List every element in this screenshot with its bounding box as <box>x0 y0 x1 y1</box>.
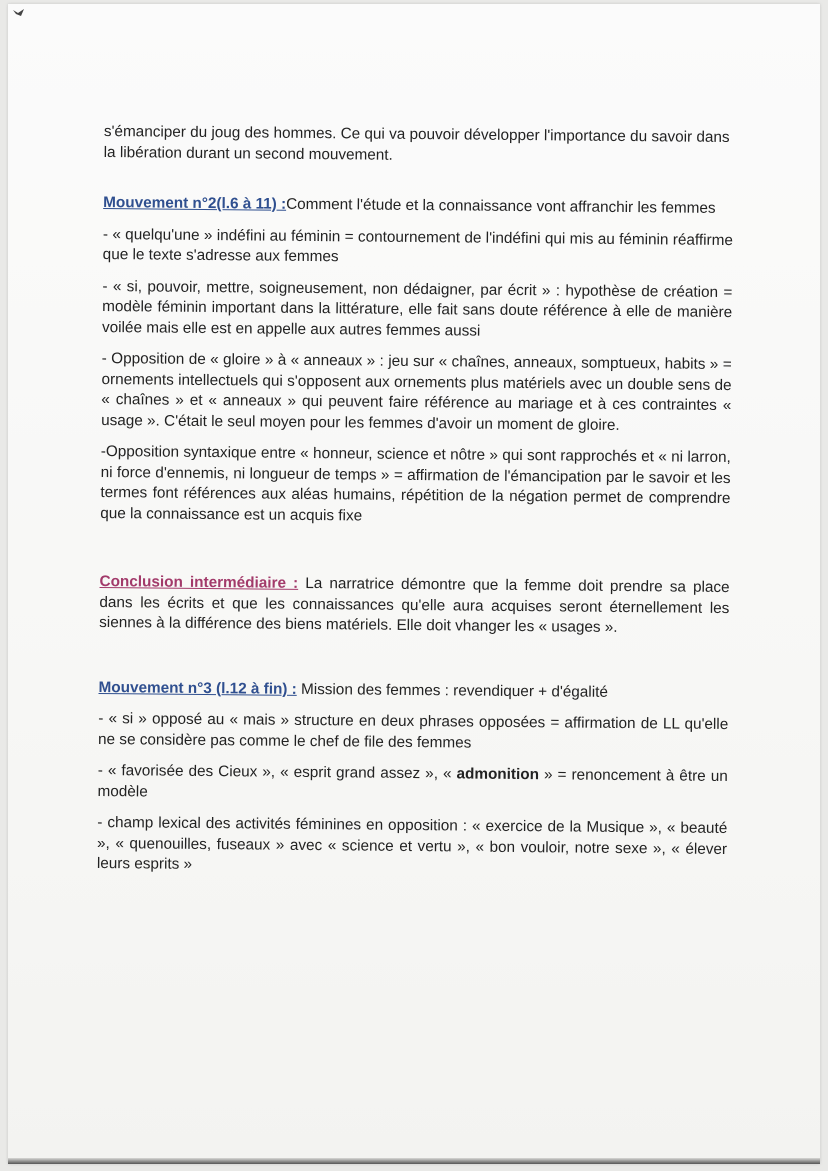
mouvement-2-point-4: -Opposition syntaxique entre « honneur, science et nôtre » qui sont rapprochés et « ni larron, ni force d'ennemis, ni longueur de temps » = affirmation de l'émancipation par le savoir et les termes font références aux aléas humains, répétition de la négation permet de comprendre que la connaissance est un acquis fixe <box>100 442 731 524</box>
mouvement-3-header <box>98 677 728 704</box>
conclusion-text: La narratrice démontre que la femme doit prendre sa place dans les écrits et que les connaissances qu'elle aura acquises seront éternellement les siennes à la différence des biens matériels. Elle doit vhanger les « usages ». <box>99 574 730 636</box>
conclusion-section <box>99 572 730 640</box>
mouvement-3-section <box>97 677 729 880</box>
intro-paragraph: s'émanciper du joug des hommes. Ce qui va pouvoir développer l'importance du savoir dans la libération durant un second mouvement. <box>103 122 730 164</box>
mouvement-2-subtitle: Comment l'étude et la connaissance vont affranchir les femmes <box>286 195 716 217</box>
mouvement-2-header <box>103 193 733 220</box>
mouvement-3-point-2-start: - « favorisée des Cieux », « esprit grand assez », « <box>97 761 457 783</box>
mouvement-2-point-1: - « quelqu'une » indéfini au féminin = contournement de l'indéfini qui mis au féminin réaffirme que le texte s'adresse aux femmes <box>102 225 733 266</box>
mouvement-3-subtitle: Mission des femmes : revendiquer + d'égalité <box>300 680 608 701</box>
page-bottom-edge <box>8 1158 820 1164</box>
corner-mark-icon <box>12 8 26 22</box>
conclusion-heading: Conclusion intermédiaire : <box>99 572 299 592</box>
mouvement-2-heading: Mouvement n°2(l.6 à 11) : <box>103 193 287 213</box>
mouvement-3-point-2 <box>97 761 727 808</box>
mouvement-3-heading: Mouvement n°3 (l.12 à fin) : <box>98 678 297 698</box>
mouvement-3-point-2-end: » = renoncement à être un modèle <box>97 766 728 800</box>
scanned-page <box>8 4 820 1164</box>
mouvement-3-point-3: - champ lexical des activités féminines en opposition : « exercice de la Musique », « beauté », « quenouilles, fuseaux » avec « science et vertu », « bon vouloir, notre sexe », « élever leurs esprits » <box>96 813 728 873</box>
mouvement-3-point-2-bold: admonition <box>456 765 540 784</box>
mouvement-2-point-3: - Opposition de « gloire » à « anneaux » : jeu sur « chaînes, anneaux, somptueux, habits » = ornements intellectuels qui s'opposent aux ornements plus matériels avec un double sens de « chaînes » et « anneaux » qui peuvent faire référence au mariage et à ces contraintes « usage ». C'était le seul moyen pour les femmes d'avoir un moment de gloire. <box>101 349 732 434</box>
mouvement-2-point-2: - « si, pouvoir, mettre, soigneusement, non dédaigner, par écrit » : hypothèse de création = modèle féminin important dans la littérature, elle fait sans doute référence à elle de manière voilée mais elle est en appelle aux autres femmes aussi <box>101 277 733 340</box>
conclusion-paragraph <box>99 572 730 640</box>
mouvement-2-section <box>100 193 733 530</box>
document-body <box>97 122 734 881</box>
mouvement-3-point-1: - « si » opposé au « mais » structure en deux phrases opposées = affirmation de LL qu'elle ne se considère pas comme le chef de file des femmes <box>97 709 729 752</box>
